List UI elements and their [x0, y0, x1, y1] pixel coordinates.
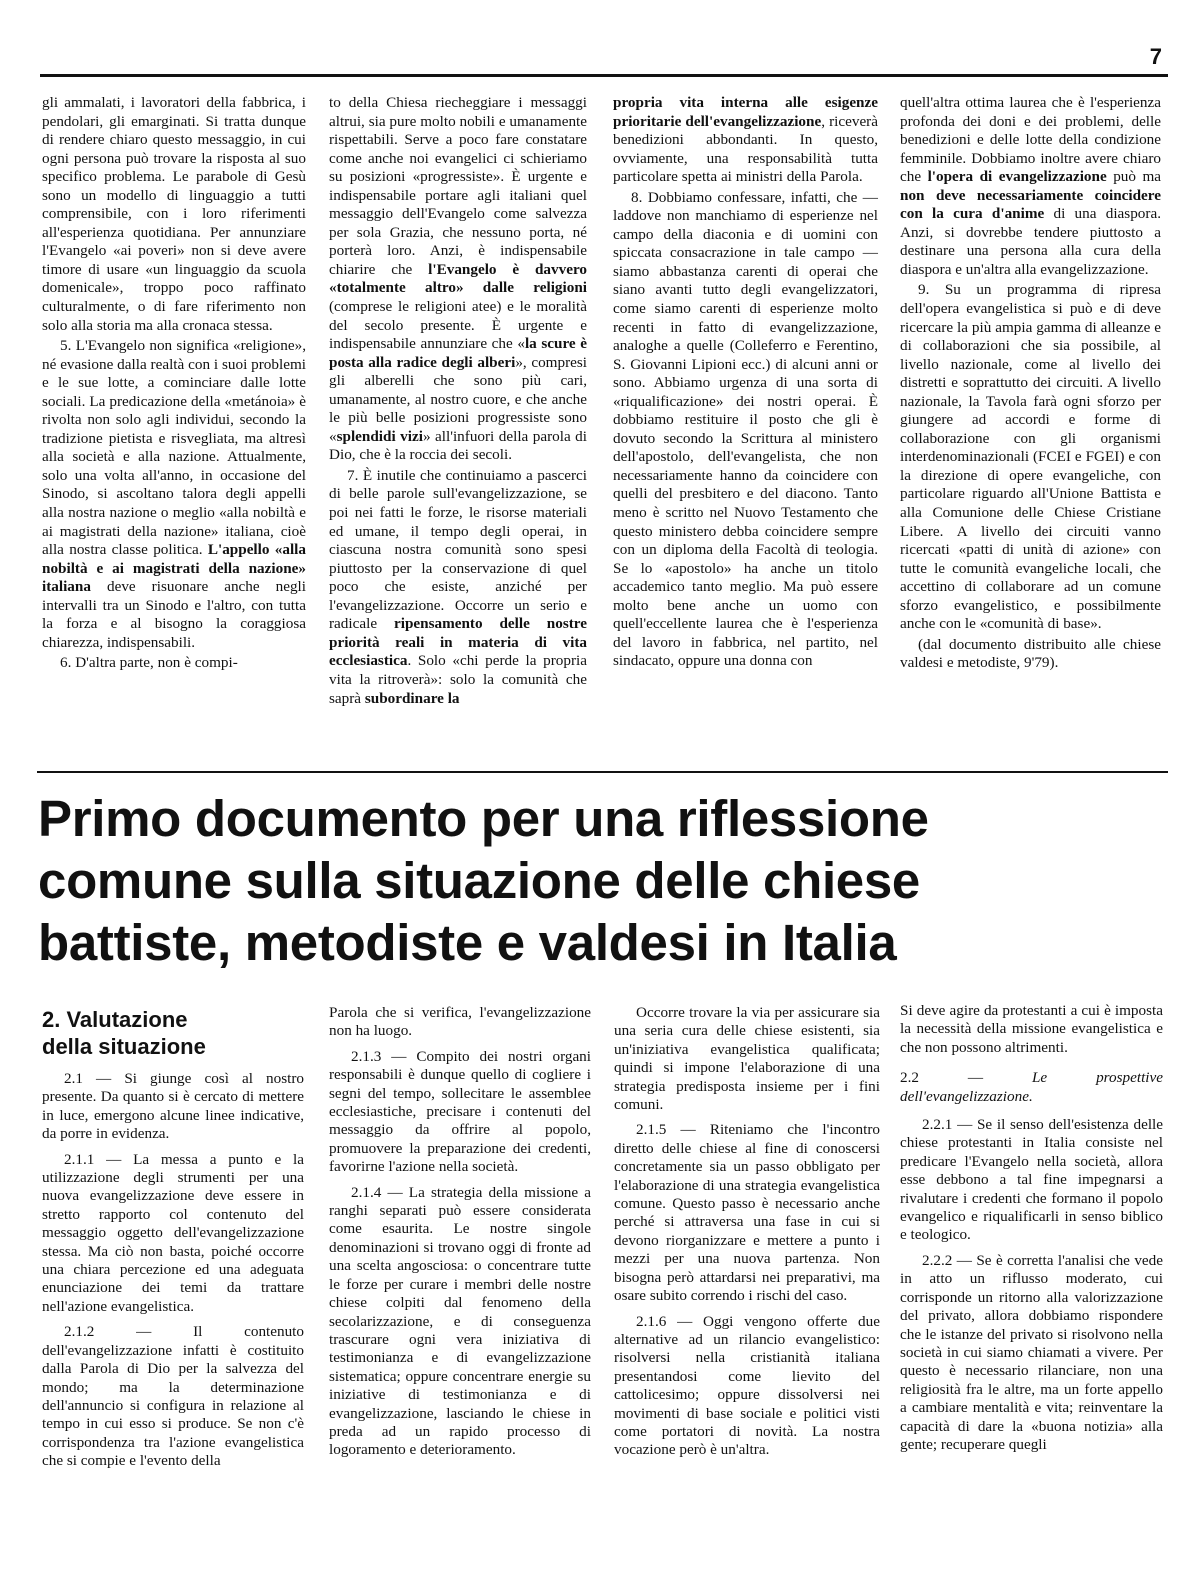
text-run: quell'altra ottima laurea che è l'esperienza profonda dei doni e dei problemi, delle benedizioni e delle lotte della condizione femminile. Dobbiamo inoltre avere chiaro che [900, 94, 1161, 186]
paragraph: 2.1 — Si giunge così al nostro presente. Da quanto si è cercato di mettere in luce, emergono alcune linee indicative, da porre in evidenza. [42, 1070, 304, 1143]
paragraph [900, 94, 1161, 279]
text-run: (comprese le religioni atee) e le moralità del secolo presente. È urgente e indispensabile annunziare che « [329, 298, 587, 353]
section-heading-line: 2. Valutazione [42, 1007, 188, 1032]
bold-text: propria vita interna alle esigenze prioritarie dell'evangelizzazione [613, 94, 878, 130]
paragraph [42, 337, 306, 652]
text-run: 5. L'Evangelo non significa «religione», né evasione dalla realtà con i suoi problemi e le sue lotte, a cominciare dalle lotte sociali. La predicazione della «metánoia» è rivolta non solo agli individui, secondo la tradizione pietista e risvegliata, ma altresì alla società e alla nazione. Attualmente, solo una volta all'anno, in occasione del Sinodo, si ascoltano talora degli appelli alla nostra nazione o meglio «alla nobiltà e ai magistrati della nazione» italiana, cioè alla nostra classe politica. [42, 337, 306, 559]
paragraph: 2.1.5 — Riteniamo che l'incontro diretto delle chiese al fine di conoscersi concretamente sia un passo obbligato per l'elaborazione di una strategia evangelistica comune. Questo passo è necessario anche perché si attraversa una fase in cui si devono riorganizzare e mettere a punto i mezzi per una nuova partenza. Non bisogna però attardarsi nei preparativi, ma osare subito correndo i rischi del caso. [614, 1121, 880, 1305]
top-divider-rule [40, 74, 1168, 77]
text-run: to della Chiesa riecheggiare i messaggi altrui, sia pure molto nobili e umanamente rispettabili. Serve a poco fare constatare come anche noi evangelici ci schieriamo su posizioni «progressiste». È urgente e indispensabile portare agli italiani quel messaggio dell'Evangelo come salvezza per sola Grazia, che nessuno porta, né porterà loro. Anzi, è indispensabile chiarire che [329, 94, 587, 278]
paragraph: 2.1.1 — La messa a punto e la utilizzazione degli strumenti per una nuova evangelizzazione deve essere in stretto rapporto col contenuto del messaggio oggetto dell'evangelizzazione stessa. Ma ciò non basta, poiché occorre una chiara percezione ed una adeguata enunciazione dei temi da trattare nell'azione evangelistica. [42, 1150, 304, 1315]
paragraph [329, 94, 587, 465]
text-run: , riceverà benedizioni abbondanti. In questo, ovviamente, una responsabilità tutta particolare spetta ai ministri della Parola. [613, 112, 878, 186]
paragraph: Occorre trovare la via per assicurare sia una seria cura delle chiese esistenti, sia un'iniziativa evangelistica qualificata; quindi si impone l'elaborazione di una strategia predisposta insieme per i fini comuni. [614, 1004, 880, 1114]
top-article-column-3 [613, 94, 878, 673]
top-article-column-1 [42, 94, 306, 675]
bold-text: l'Evangelo è davvero «totalmente altro» dalle religioni [329, 260, 588, 297]
headline [38, 788, 1168, 974]
bottom-article-column-3 [614, 1004, 880, 1467]
bottom-article-column-4 [900, 1002, 1163, 1461]
paragraph: 2.1.6 — Oggi vengono offerte due alternative ad un rilancio evangelistico: risolversi nella cristianità italiana presentandosi come lievito del cattolicesimo; oppure dissolversi nei movimenti di base sociale e politici visti come portatori di novità. La nostra vocazione però è un'altra. [614, 1312, 880, 1459]
paragraph [329, 467, 587, 708]
headline-line: battiste, metodiste e valdesi in Italia [38, 914, 897, 971]
bold-text: la scure è posta alla radice degli alberi [329, 335, 587, 371]
text-run: 7. È inutile che continuiamo a pascerci di belle parole sull'evangelizzazione, se poi nei fatti le forze, le risorse materiali ed umane, il tempo degli operai, in ciascuna nostra comunità sono spesi piuttosto per la conservazione di quel poco che esiste, anziché per l'evangelizzazione. Occorre un serio e radicale [329, 466, 587, 633]
paragraph: 6. D'altra parte, non è compi- [60, 654, 238, 672]
bold-text: splendidi vizi [336, 427, 423, 445]
headline-line: comune sulla situazione delle chiese [38, 852, 920, 909]
paragraph: 2.1.3 — Compito dei nostri organi responsabili è dunque quello di cogliere i segni del tempo, sollecitare le assemblee ecclesiastiche, precisare i contenuti del messaggio da offrire al popolo, promuovere la preparazione dei credenti, favorirne l'azione nella società. [329, 1047, 591, 1176]
text-run: può ma [1113, 168, 1162, 186]
subsection-number: 2.2 — [900, 1069, 984, 1087]
text-run: di una diaspora. Anzi, si dovrebbe tendere piuttosto a destinare una persona alla cura della diaspora e un'altra alla evangelizzazione. [900, 205, 1161, 278]
paragraph: 2.1.4 — La strategia della missione a ranghi separati può essere considerata come esaurita. Le nostre singole denominazioni si trovano oggi di fronte ad una scelta angosciosa: o concentrare tutte le forze per curare i membri delle nostre chiese colpiti dal fenomeno della secolarizzazione, e di conseguenza trascurare ogni vera iniziativa di testimonianza e di evangelizzazione sistematica; oppure concentrare energie su iniziative di testimonianza e di evangelizzazione, lasciando le chiese in preda ad un rapido processo di logoramento e deterioramento. [329, 1183, 591, 1459]
text-run: deve risuonare anche negli intervalli tra un Sinodo e l'altro, con tutta la forza e al bisogno la coraggiosa chiarezza, indispensabili. [42, 578, 306, 651]
headline-line: Primo documento per una riflessione [38, 790, 929, 847]
bold-text: non deve necessariamente coincidere con la cura d'anime [900, 186, 1161, 223]
text-run: . Solo «chi perde la propria vita la ritroverà»: solo la comunità che saprà [329, 652, 587, 707]
bold-text: l'opera di evangelizzazione [927, 168, 1107, 186]
top-article-column-4 [900, 94, 1161, 675]
section-heading-line: della situazione [42, 1034, 206, 1059]
text-run: », compresi gli alberelli che sono più cari, umanamente, al nostro cuore, e che anche le più belle posizioni progressiste sono « [329, 353, 587, 445]
paragraph: gli ammalati, i lavoratori della fabbrica, i pendolari, gli emarginati. Si tratta dunque di rendere chiaro questo messaggio, in cui ogni persona può trovare la risposta al suo specifico problema. Le parabole di Gesù sono un modello di linguaggio a tutti comprensibile, con i loro riferimenti all'esperienza quotidiana. Per annunziare l'Evangelo «ai poveri» non si deve avere timore di usare «un linguaggio da scuola domenicale», troppo poco raffinato culturalmente, o di fare riferimento non solo alla storia ma alla cronaca stessa. [42, 94, 306, 334]
paragraph: 2.2.2 — Se è corretta l'analisi che vede in atto un riflusso moderato, cui corrisponde un ritorno alla valorizzazione del privato, allora dobbiamo rispondere che le istanze del privato si risolvono nella società in cui siamo chiamati a vivere. Per questo è necessario rilanciare, non una religiosità fra le altre, ma un forte appello a cambiare mentalità e vita; reinventare la capacità di dare la «buona notizia» alla gente; recuperare quegli [900, 1251, 1163, 1453]
bottom-article-column-1 [42, 1006, 304, 1478]
paragraph: 2.1.2 — Il contenuto dell'evangelizzazione infatti è costituito dalla Parola di Dio per la salvezza del mondo; ma la determinazione dell'annuncio si configura in relazione al tempo in cui esso si produce. Se non c'è corrispondenza tra l'azione evangelistica che si compie e l'evento della [42, 1323, 304, 1470]
subsection-title: Le prospettive dell'evangelizzazione. [900, 1069, 1163, 1105]
source-note: (dal documento distribuito alle chiese valdesi e metodiste, 9'79). [900, 635, 1161, 672]
paragraph: Si deve agire da protestanti a cui è imposta la necessità della missione evangelistica e che non possono altrimenti. [900, 1002, 1163, 1056]
bottom-article-column-2 [329, 1004, 591, 1467]
paragraph [613, 94, 878, 187]
text-run: » all'infuori della parola di Dio, che è la roccia dei secoli. [329, 427, 587, 464]
paragraph: 2.2.1 — Se il senso dell'esistenza delle chiese protestanti in Italia consiste nel predicare l'Evangelo nella società, allora esse debbono a tal fine impegnarsi a rivalutare i credenti che formano il popolo evangelico e riqualificarli in senso biblico e teologico. [900, 1116, 1163, 1244]
section-divider-rule [37, 771, 1168, 773]
page-number: 7 [1149, 44, 1162, 69]
paragraph: 8. Dobbiamo confessare, infatti, che — laddove non manchiamo di esperienze nel campo della diaconia e di uomini con spiccata consacrazione in tale campo — siamo abbastanza carenti di operai che siano avanti tutto degli evangelizzatori, come siamo carenti di esperienze molto recenti in fatto di evangelizzazione, analoghe a quelle (Colleferro e Ferentino, S. Giovanni Lipioni ecc.) di alcuni anni or sono. Abbiamo urgenza di una sorta di «riqualificazione» dei nostri operai. È dobbiamo restituire il posto che gli è dovuto secondo la Scrittura al ministero dell'apostolo, dell'evangelista, che non necessariamente hanno da coincidere con quelli del presbitero e del diacono. Tanto meno è scritto nel Nuovo Testamento che questo ministero debba coincidere sempre con un diploma della Facoltà di teologia. Se lo «apostolo» ha anche un titolo accademico tanto meglio. Ma può essere molto bene anche un uomo con quell'eccellente laurea che è l'esperienza del lavoro in fabbrica, nel partito, nel sindacato, oppure una donna con [613, 188, 878, 670]
bold-text: subordinare la [364, 689, 460, 707]
top-article-column-2 [329, 94, 587, 710]
bold-text: ripensamento delle nostre priorità reali in materia di vita ecclesiastica [329, 615, 587, 670]
subsection-heading [900, 1069, 1163, 1106]
paragraph: Parola che si verifica, l'evangelizzazione non ha luogo. [329, 1004, 591, 1040]
section-heading [42, 1006, 304, 1060]
bold-text: L'appello «alla nobiltà e ai magistrati della nazione» italiana [42, 541, 306, 596]
paragraph: 9. Su un programma di ripresa dell'opera evangelistica si può e di deve ricercare la più ampia gamma di alleanze e di collaborazioni che sia possibile, al livello nazionale, come al livello dei distretti e soprattutto dei circuiti. A livello nazionale, la Tavola farà ogni sforzo per giungere ad accordi e forme di collaborazione con gli organismi interdenominazionali (FCEI e FGEI) e con la direzione di opere evangeliche, con particolare riguardo all'Unione Battista e alla Comunione delle Chiese Cristiane Libere. A livello dei circuiti vanno ricercati «patti di unità di azione» con tutte le comunità evangeliche locali, che accettino di collaborare ad un comune sforzo evangelistico, e possibilmente anche con le «comunità di base». [900, 281, 1161, 633]
